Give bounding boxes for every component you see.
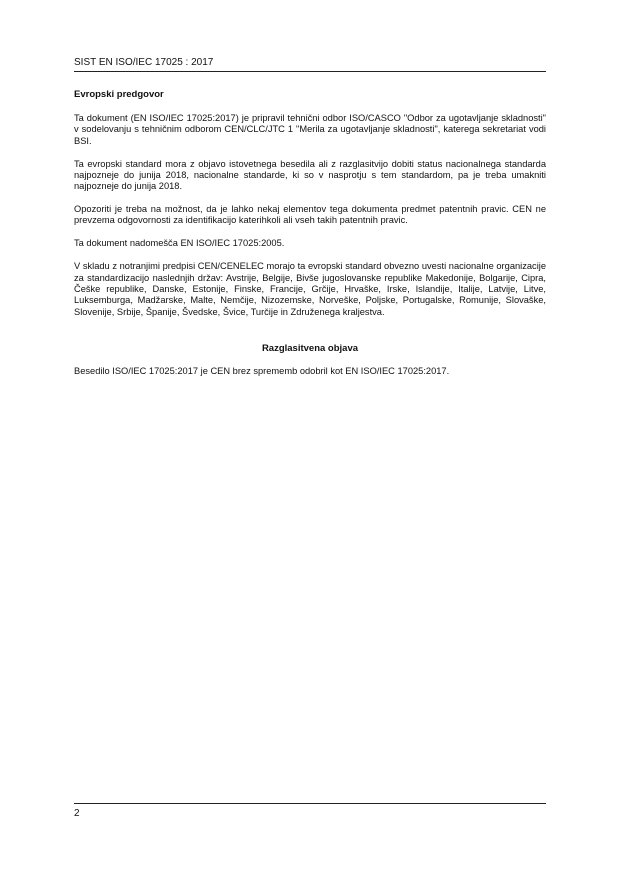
footer-divider bbox=[74, 803, 546, 804]
foreword-paragraph: Ta evropski standard mora z objavo istovetnega besedila ali z razglasitvijo dobiti status nacionalnega standarda najpozneje do junija 2018, nacionalne standarde, ki so v nasprotju s tem standardom, pa je treba umakniti najpozneje do junija 2018. bbox=[74, 158, 546, 192]
foreword-paragraph: V skladu z notranjimi predpisi CEN/CENELEC morajo ta evropski standard obvezno uvesti nacionalne organizacije za standardizacijo naslednjih držav: Avstrije, Belgije, Bivše jugoslovanske republike Makedonije, Bolgarije, Cipra, Češke republike, Danske, Estonije, Finske, Francije, Grčije, Hrvaške, Irske, Islandije, Italije, Latvije, Litve, Luksemburga, Madžarske, Malte, Nemčije, Nizozemske, Norveške, Poljske, Portugalske, Romunije, Slovaške, Slovenije, Srbije, Španije, Švedske, Švice, Turčije in Združenega kraljestva. bbox=[74, 261, 546, 317]
foreword-paragraph: Ta dokument nadomešča EN ISO/IEC 17025:2005. bbox=[74, 238, 285, 249]
foreword-paragraph: Opozoriti je treba na možnost, da je lahko nekaj elementov tega dokumenta predmet patentnih pravic. CEN ne prevzema odgovornosti za identifikacijo katerihkoli ali vseh takih patentnih pravic. bbox=[74, 204, 546, 226]
section-title-announcement: Razglasitvena objava bbox=[261, 342, 359, 354]
header-divider bbox=[74, 71, 546, 72]
page-number: 2 bbox=[74, 808, 80, 819]
section-title-foreword: Evropski predgovor bbox=[74, 89, 164, 100]
page-content bbox=[74, 89, 546, 389]
announcement-text: Besedilo ISO/IEC 17025:2017 je CEN brez sprememb odobril kot EN ISO/IEC 17025:2017. bbox=[74, 365, 450, 376]
foreword-paragraph: Ta dokument (EN ISO/IEC 17025:2017) je pripravil tehnični odbor ISO/CASCO "Odbor za ugotavljanje skladnosti" v sodelovanju s tehničnim odborom CEN/CLC/JTC 1 "Merila za ugotavljanje skladnosti", katerega sekretariat vodi BSI. bbox=[74, 113, 546, 146]
document-header: SIST EN ISO/IEC 17025 : 2017 bbox=[74, 57, 214, 68]
